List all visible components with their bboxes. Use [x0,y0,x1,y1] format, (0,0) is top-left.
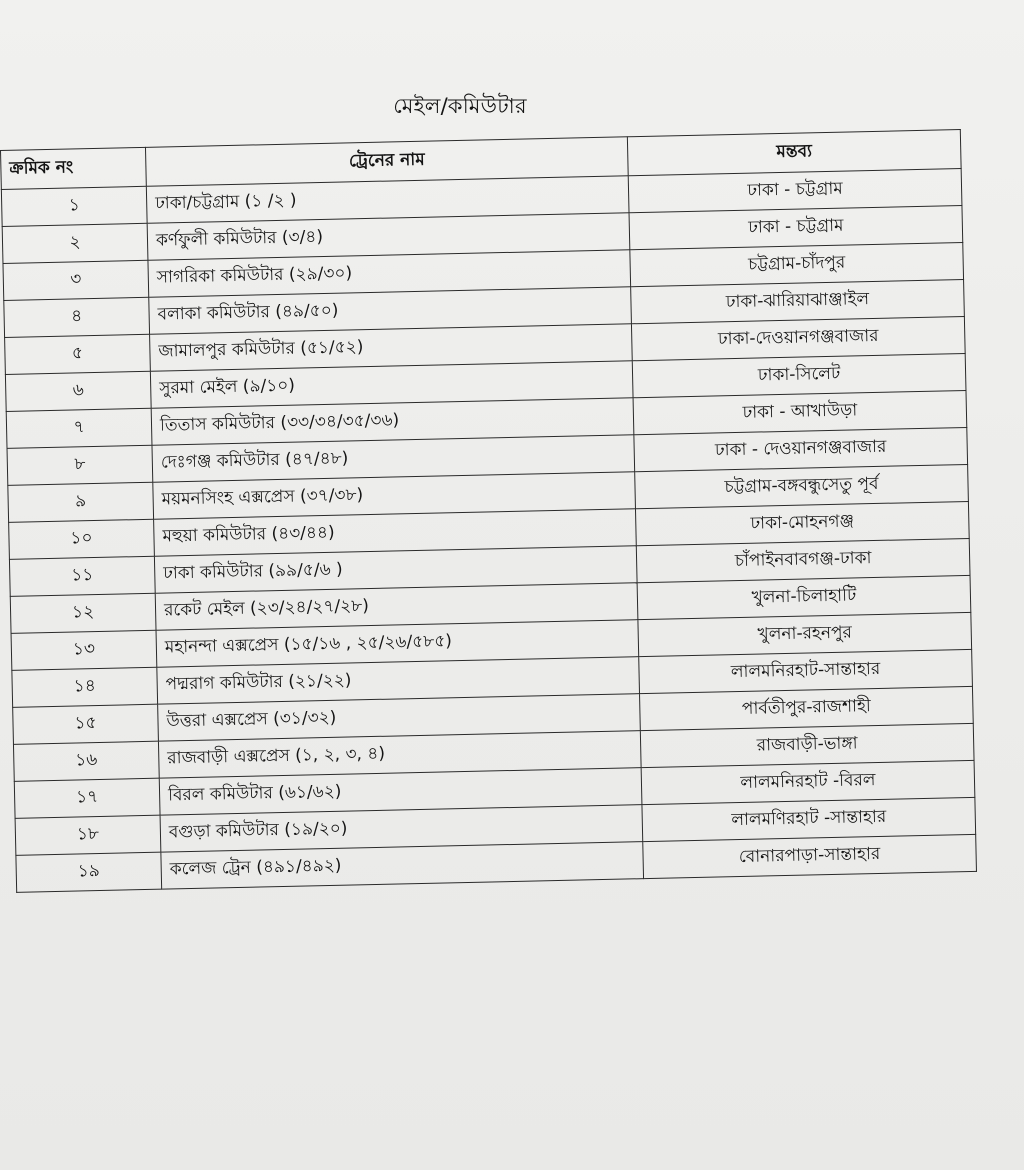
train-name-cell: ঢাকা/চট্টগ্রাম (১ /২ ) [146,176,629,224]
serial-cell: ৯ [8,482,154,522]
serial-cell: ১১ [9,556,155,596]
remarks-cell: ঢাকা-দেওয়ানগঞ্জবাজার [631,317,965,361]
serial-cell: ৮ [7,445,153,485]
remarks-cell: বোনারপাড়া-সান্তাহার [643,834,977,878]
column-header-train-name: ট্রেনের নাম [145,137,628,187]
serial-cell: ১৬ [13,741,159,781]
serial-cell: ১৯ [16,852,162,892]
train-name-cell: কলেজ ট্রেন (৪৯১/৪৯২) [161,842,644,890]
train-name-cell: জামালপুর কমিউটার (৫১/৫২) [150,324,633,372]
train-name-cell: মহুয়া কমিউটার (৪৩/৪৪) [154,509,637,557]
serial-cell: ৬ [5,371,151,411]
serial-cell: ১৪ [12,667,158,707]
serial-cell: ৪ [4,297,150,337]
remarks-cell: খুলনা-রহনপুর [638,612,972,656]
serial-cell: ২ [2,223,148,263]
serial-cell: ১৫ [13,704,159,744]
remarks-cell: ঢাকা-মোহনগঞ্জ [635,501,969,545]
train-name-cell: ময়মনসিংহ এক্সপ্রেস (৩৭/৩৮) [153,472,636,520]
train-schedule-table [0,129,977,893]
remarks-cell: চাঁপাইনবাবগঞ্জ-ঢাকা [636,538,970,582]
serial-cell: ১৭ [14,778,160,818]
train-name-cell: সাগরিকা কমিউটার (২৯/৩০) [148,250,631,298]
train-name-cell: দেঃগঞ্জ কমিউটার (৪৭/৪৮) [152,435,635,483]
remarks-cell: লালমণিরহাট -সান্তাহার [642,797,976,841]
train-name-cell: বলাকা কমিউটার (৪৯/৫০) [149,287,632,335]
remarks-cell: ঢাকা - চট্টগ্রাম [629,206,963,250]
serial-cell: ৭ [6,408,152,448]
remarks-cell: চট্টগ্রাম-চাঁদপুর [630,243,964,287]
remarks-cell: লালমনিরহাট-সান্তাহার [639,649,973,693]
serial-cell: ১৩ [11,630,157,670]
serial-cell: ১০ [9,519,155,559]
serial-cell: ১২ [10,593,156,633]
schedule-table-wrapper [0,129,976,893]
remarks-cell: ঢাকা - আখাউড়া [633,390,967,434]
train-name-cell: মহানন্দা এক্সপ্রেস (১৫/১৬ , ২৫/২৬/৫৮৫) [156,620,639,668]
remarks-cell: ঢাকা-ঝারিয়াঝাঞ্জাইল [631,280,965,324]
remarks-cell: পার্বতীপুর-রাজশাহী [640,686,974,730]
remarks-cell: রাজবাড়ী-ভাঙ্গা [640,723,974,767]
train-name-cell: রাজবাড়ী এক্সপ্রেস (১, ২, ৩, ৪) [158,731,641,779]
column-header-remarks: মন্তব্য [627,130,961,176]
train-name-cell: সুরমা মেইল (৯/১০) [150,361,633,409]
remarks-cell: চট্টগ্রাম-বঙ্গবন্ধুসেতু পূর্ব [635,464,969,508]
remarks-cell: ঢাকা - চট্টগ্রাম [628,169,962,213]
remarks-cell: খুলনা-চিলাহাটি [637,575,971,619]
serial-cell: ৫ [5,334,151,374]
page-title: মেইল/কমিউটার [393,94,527,118]
serial-cell: ৩ [3,260,149,300]
remarks-cell: লালমনিরহাট -বিরল [641,760,975,804]
remarks-cell: ঢাকা - দেওয়ানগঞ্জবাজার [634,427,968,471]
train-name-cell: তিতাস কমিউটার (৩৩/৩৪/৩৫/৩৬) [151,398,634,446]
train-name-cell: বিরল কমিউটার (৬১/৬২) [159,768,642,816]
serial-cell: ১ [1,186,147,226]
train-name-cell: রকেট মেইল (২৩/২৪/২৭/২৮) [155,583,638,631]
train-name-cell: বগুড়া কমিউটার (১৯/২০) [160,805,643,853]
table-body [1,169,976,893]
train-name-cell: উত্তরা এক্সপ্রেস (৩১/৩২) [158,694,641,742]
column-header-serial: ক্রমিক নং [1,147,147,189]
train-name-cell: কর্ণফুলী কমিউটার (৩/৪) [147,213,630,261]
train-name-cell: ঢাকা কমিউটার (৯৯/৫/৬ ) [154,546,637,594]
serial-cell: ১৮ [15,815,161,855]
train-name-cell: পদ্মরাগ কমিউটার (২১/২২) [157,657,640,705]
remarks-cell: ঢাকা-সিলেট [632,353,966,397]
